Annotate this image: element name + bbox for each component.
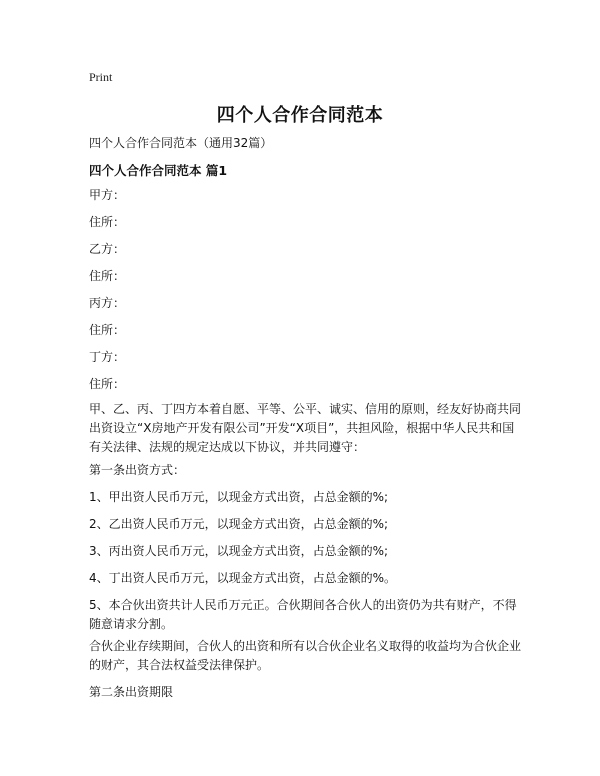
property-paragraph: [89, 637, 522, 675]
party-bing-label: 丙方：: [89, 296, 126, 310]
property-line: 的财产，其合法权益受法律保护。: [89, 658, 270, 672]
intro-line: 有关法律、法规的规定达成以下协议，并共同遵守：: [89, 440, 366, 454]
party-yi-address-label: 住所：: [89, 269, 126, 283]
document-title: 四个人合作合同范本: [216, 105, 384, 126]
intro-line: 甲、乙、丙、丁四方本着自愿、平等、公平、诚实、信用的原则，经友好协商共同: [89, 402, 522, 416]
section-heading: 四个人合作合同范本 篇1: [89, 163, 228, 178]
contribution-item: 2、乙出资人民币万元，以现金方式出资，占总金额的%;: [89, 517, 389, 531]
clause-5-paragraph: [89, 596, 519, 634]
party-ding-label: 丁方：: [89, 350, 126, 364]
party-jia-address-label: 住所：: [89, 215, 126, 229]
clause-5-line: 5、本合伙出资共计人民币万元正。合伙期间各合伙人的出资仍为共有财产，不得: [89, 598, 517, 612]
article-2-title: 第二条出资期限: [89, 685, 174, 699]
intro-line: 出资设立“X房地产开发有限公司”开发“X项目”，共担风险，根据中华人民共和国: [89, 421, 515, 435]
contribution-item: 1、甲出资人民币万元，以现金方式出资，占总金额的%;: [89, 490, 389, 504]
clause-5-line: 随意请求分割。: [89, 617, 174, 631]
article-1-title: 第一条出资方式：: [89, 463, 186, 477]
party-yi-label: 乙方：: [89, 242, 126, 256]
party-ding-address-label: 住所：: [89, 377, 126, 391]
intro-paragraph: [89, 400, 522, 457]
party-bing-address-label: 住所：: [89, 323, 126, 337]
document-subtitle: 四个人合作合同范本（通用32篇）: [89, 136, 273, 150]
contribution-item: 4、丁出资人民币万元，以现金方式出资，占总金额的%。: [89, 571, 397, 585]
party-jia-label: 甲方：: [89, 188, 126, 202]
property-line: 合伙企业存续期间，合伙人的出资和所有以合伙企业名义取得的收益均为合伙企业: [89, 639, 522, 653]
print-label: Print: [89, 70, 113, 84]
contribution-item: 3、丙出资人民币万元，以现金方式出资，占总金额的%;: [89, 544, 389, 558]
